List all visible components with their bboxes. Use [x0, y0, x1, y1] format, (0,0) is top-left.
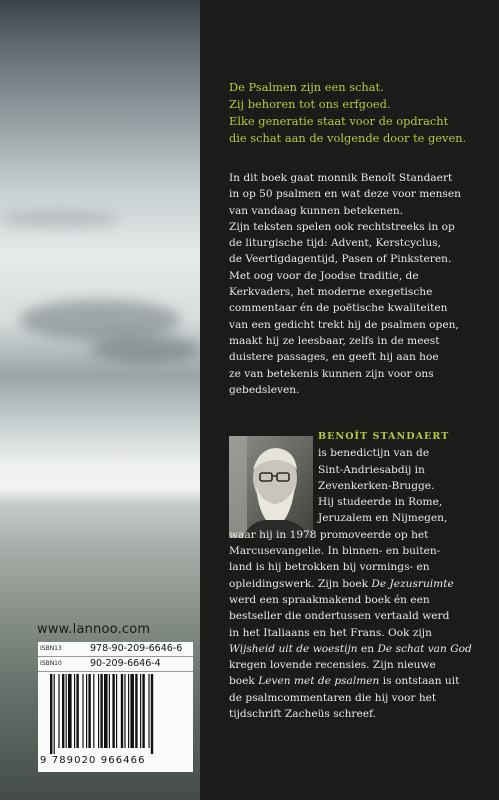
- book-title: Leven met de psalmen: [258, 675, 380, 688]
- book-title: De schat van God: [377, 642, 472, 655]
- barcode-number: 9 789020 966466: [40, 755, 146, 766]
- book-title: Wijsheid uit de woestijn: [229, 642, 358, 655]
- book-title: De Jezusruimte: [371, 577, 454, 590]
- isbn-barcode-box: [38, 642, 193, 772]
- isbn13-row: ISBN13 978-90-209-6646-6: [38, 642, 193, 657]
- isbn10-row: ISBN10 90-209-6646-4: [38, 657, 193, 672]
- description-text: In dit boek gaat monnik Benoît Standaert in op 50 psalmen en wat deze voor mensen van vandaag kunnen betekenen. Zijn teksten spelen ook rechtstreeks in op de liturgische tijd: Advent, Kerstcyclus, de Veertigdagentijd, Pasen of Pinksteren. Met oog voor de Joodse traditie, de Kerkvaders, het moderne exegetische commentaar én de poëtische kwaliteiten van een gedicht trekt hij de psalmen open, maakt hij ze leesbaar, zelfs in de meest duistere passages, en geeft hij aan hoe ze van betekenis kunnen zijn voor ons gebedsleven.: [229, 172, 461, 396]
- publisher-website: www.lannoo.com: [37, 622, 151, 637]
- highlight-quote: De Psalmen zijn een schat. Zij behoren tot ons erfgoed. Elke generatie staat voor de opdracht die schat aan de volgende door te geven.: [229, 80, 467, 145]
- author-bio: BENOÎT STANDAERT is benedictijn van de Sint-Andriesabdij in Zevenkerken-Brugge. Hij studeerde in Rome, Jeruzalem en Nijmegen, waar hij in 1978 promoveerde op het Marcusevangelie. In binnen- en buiten- land is hij betrokken bij vormings- en opleidingswerk. Zijn boek De Jezusruimte werd een spraakmakend boek én een bestseller die ondertussen vertaald werd in het Italiaans en het Frans. Ook zijn Wijsheid uit de woestijn en De schat van God kregen lovende recensies. Zijn nieuwe boek Leven met de psalmen is ontstaan uit de psalmcommentaren die hij voor het tijdschrift Zacheüs schreef.: [229, 431, 472, 721]
- author-name: BENOÎT STANDAERT: [318, 431, 450, 442]
- barcode: [50, 674, 186, 754]
